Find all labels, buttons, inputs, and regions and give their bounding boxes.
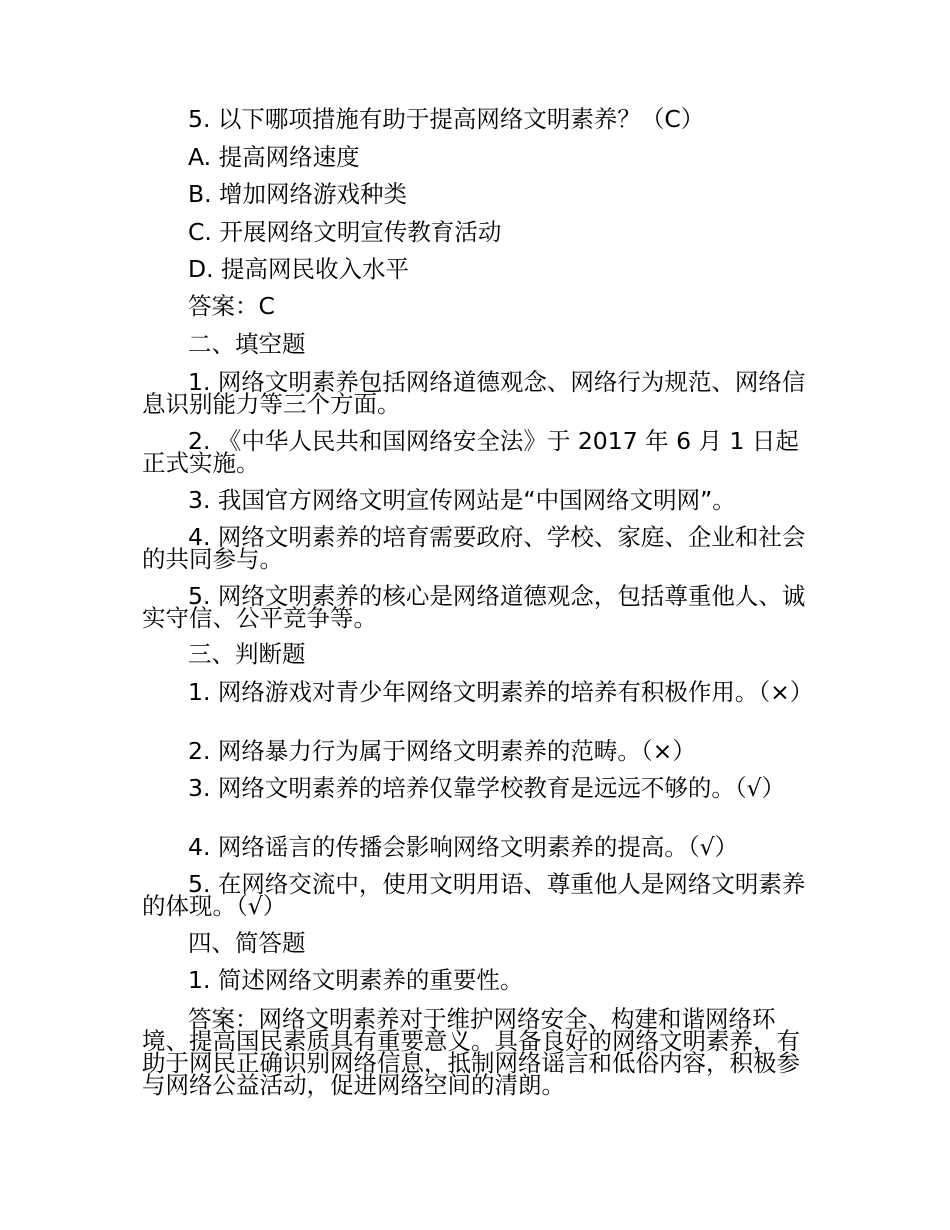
short-answer-1-answer: 答案：网络文明素养对于维护网络安全、构建和谐网络环境、提高国民素质具有重要意义。具备良好的网络文明素养，有助于网民正确识别网络信息，抵制网络谣言和低俗内容，积极参与网络公益活动，促进网络空间的清朗。 <box>142 1005 800 1099</box>
true-false-5: 5. 在网络交流中，使用文明用语、尊重他人是网络文明素养的体现。（√） <box>142 870 806 920</box>
true-false-2: 2. 网络暴力行为属于网络文明素养的范畴。（×） <box>188 737 696 765</box>
fill-blank-1: 1. 网络文明素养包括网络道德观念、网络行为规范、网络信息识别能力等三个方面。 <box>142 368 806 418</box>
option-b: B. 增加网络游戏种类 <box>188 180 408 208</box>
section-heading-short-answer: 四、简答题 <box>188 929 306 957</box>
option-c: C. 开展网络文明宣传教育活动 <box>188 218 502 246</box>
section-heading-true-false: 三、判断题 <box>188 640 306 668</box>
fill-blank-4: 4. 网络文明素养的培育需要政府、学校、家庭、企业和社会的共同参与。 <box>142 523 806 573</box>
true-false-3: 3. 网络文明素养的培养仅靠学校教育是远远不够的。（√） <box>188 774 786 802</box>
fill-blank-3: 3. 我国官方网络文明宣传网站是“中国网络文明网”。 <box>188 486 736 514</box>
true-false-1: 1. 网络游戏对青少年网络文明素养的培养有积极作用。（×） <box>188 678 814 706</box>
option-d: D. 提高网民收入水平 <box>188 255 410 283</box>
true-false-4: 4. 网络谣言的传播会影响网络文明素养的提高。（√） <box>188 833 739 861</box>
fill-blank-2: 2. 《中华人民共和国网络安全法》于 2017 年 6 月 1 日起正式实施。 <box>142 427 799 477</box>
option-a: A. 提高网络速度 <box>188 143 360 171</box>
short-answer-1: 1. 简述网络文明素养的重要性。 <box>188 966 524 994</box>
section-heading-fill-blank: 二、填空题 <box>188 330 306 358</box>
question-5: 5. 以下哪项措施有助于提高网络文明素养？（C） <box>188 105 705 133</box>
fill-blank-5: 5. 网络文明素养的核心是网络道德观念，包括尊重他人、诚实守信、公平竞争等。 <box>142 582 806 632</box>
answer-q5: 答案：C <box>188 292 275 320</box>
